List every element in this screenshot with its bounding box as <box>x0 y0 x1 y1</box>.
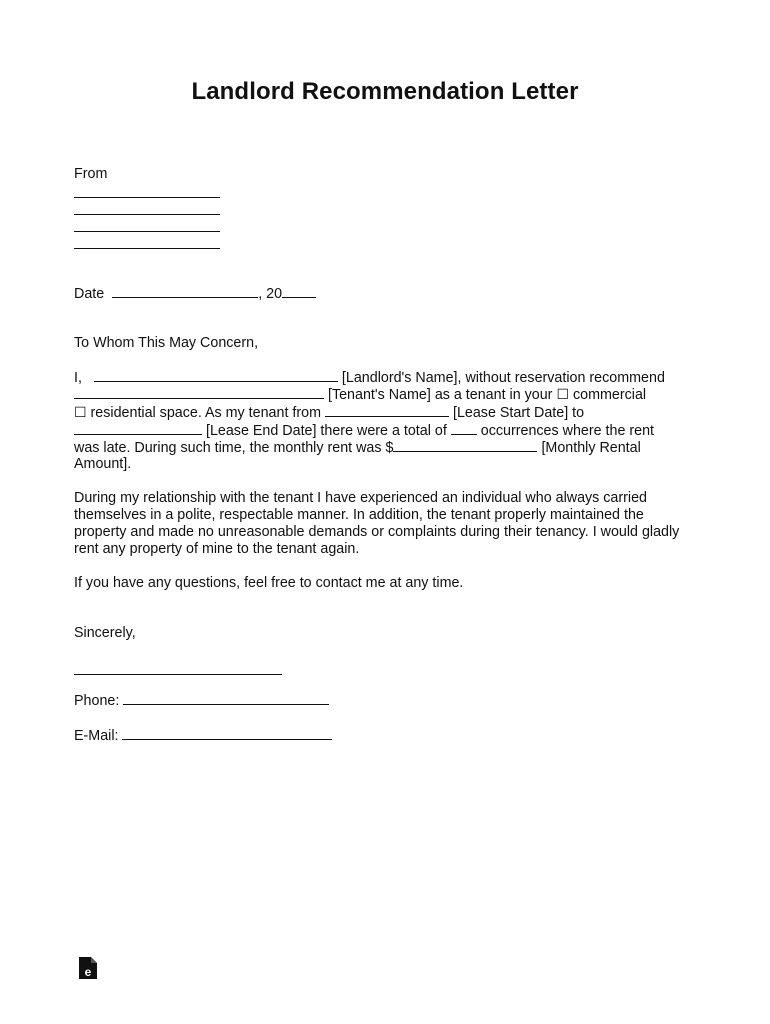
email-label: E-Mail: <box>74 728 119 744</box>
signature-line[interactable] <box>74 674 282 675</box>
lease-end-label: [Lease End Date] there were a total of <box>205 423 447 439</box>
date-year-field[interactable] <box>282 285 316 298</box>
residential-checkbox[interactable]: ☐ <box>74 404 87 420</box>
from-line-1[interactable] <box>74 197 220 198</box>
email-field[interactable] <box>122 727 332 740</box>
email-row <box>74 727 332 745</box>
p1-line-1 <box>74 369 665 387</box>
date-field[interactable] <box>112 285 258 298</box>
from-label: From <box>74 166 108 182</box>
svg-text:e: e <box>84 965 92 979</box>
p1-line-4 <box>74 422 654 440</box>
p1-line-2 <box>74 386 646 404</box>
occurrences-label: occurrences where the rent <box>480 423 655 439</box>
date-year-prefix: , 20 <box>258 286 283 302</box>
tenant-name-label: [Tenant's Name] as a tenant in your <box>327 387 553 403</box>
from-line-2[interactable] <box>74 214 220 215</box>
phone-field[interactable] <box>123 692 329 705</box>
date-row <box>74 285 316 303</box>
residential-label: residential space. As my tenant from <box>90 405 321 421</box>
p1-line-3 <box>74 404 584 422</box>
late-label: was late. During such time, the monthly rent was $ <box>74 440 394 456</box>
eforms-logo-icon <box>78 956 98 980</box>
commercial-label: commercial <box>572 387 647 403</box>
occurrences-field[interactable] <box>451 422 477 435</box>
paragraph-2: During my relationship with the tenant I have experienced an individual who always carried themselves in a polite, respectable manner. In addition, the tenant properly maintained the property and made no unreasonable demands or complaints during their tenancy. I would gladly rent any property of mine to the tenant again. <box>74 490 680 557</box>
p1-line-5 <box>74 439 641 457</box>
phone-label: Phone: <box>74 693 120 709</box>
closing: Sincerely, <box>74 625 136 641</box>
lease-start-field[interactable] <box>325 404 449 417</box>
paragraph-3: If you have any questions, feel free to contact me at any time. <box>74 575 464 591</box>
landlord-name-field[interactable] <box>94 369 338 382</box>
salutation: To Whom This May Concern, <box>74 335 259 351</box>
from-line-4[interactable] <box>74 248 220 249</box>
p1-i: I, <box>74 370 82 386</box>
lease-start-label: [Lease Start Date] to <box>452 405 585 421</box>
monthly-rental-label: [Monthly Rental <box>541 440 641 456</box>
landlord-name-label: [Landlord's Name], without reservation recommend <box>341 370 665 386</box>
date-label: Date <box>74 286 105 302</box>
page-title: Landlord Recommendation Letter <box>191 78 579 105</box>
tenant-name-field[interactable] <box>74 386 324 399</box>
monthly-rent-field[interactable] <box>393 439 537 452</box>
p1-line-6: Amount]. <box>74 456 132 472</box>
commercial-checkbox[interactable]: ☐ <box>556 386 569 402</box>
phone-row <box>74 692 329 710</box>
lease-end-field[interactable] <box>74 422 202 435</box>
from-line-3[interactable] <box>74 231 220 232</box>
